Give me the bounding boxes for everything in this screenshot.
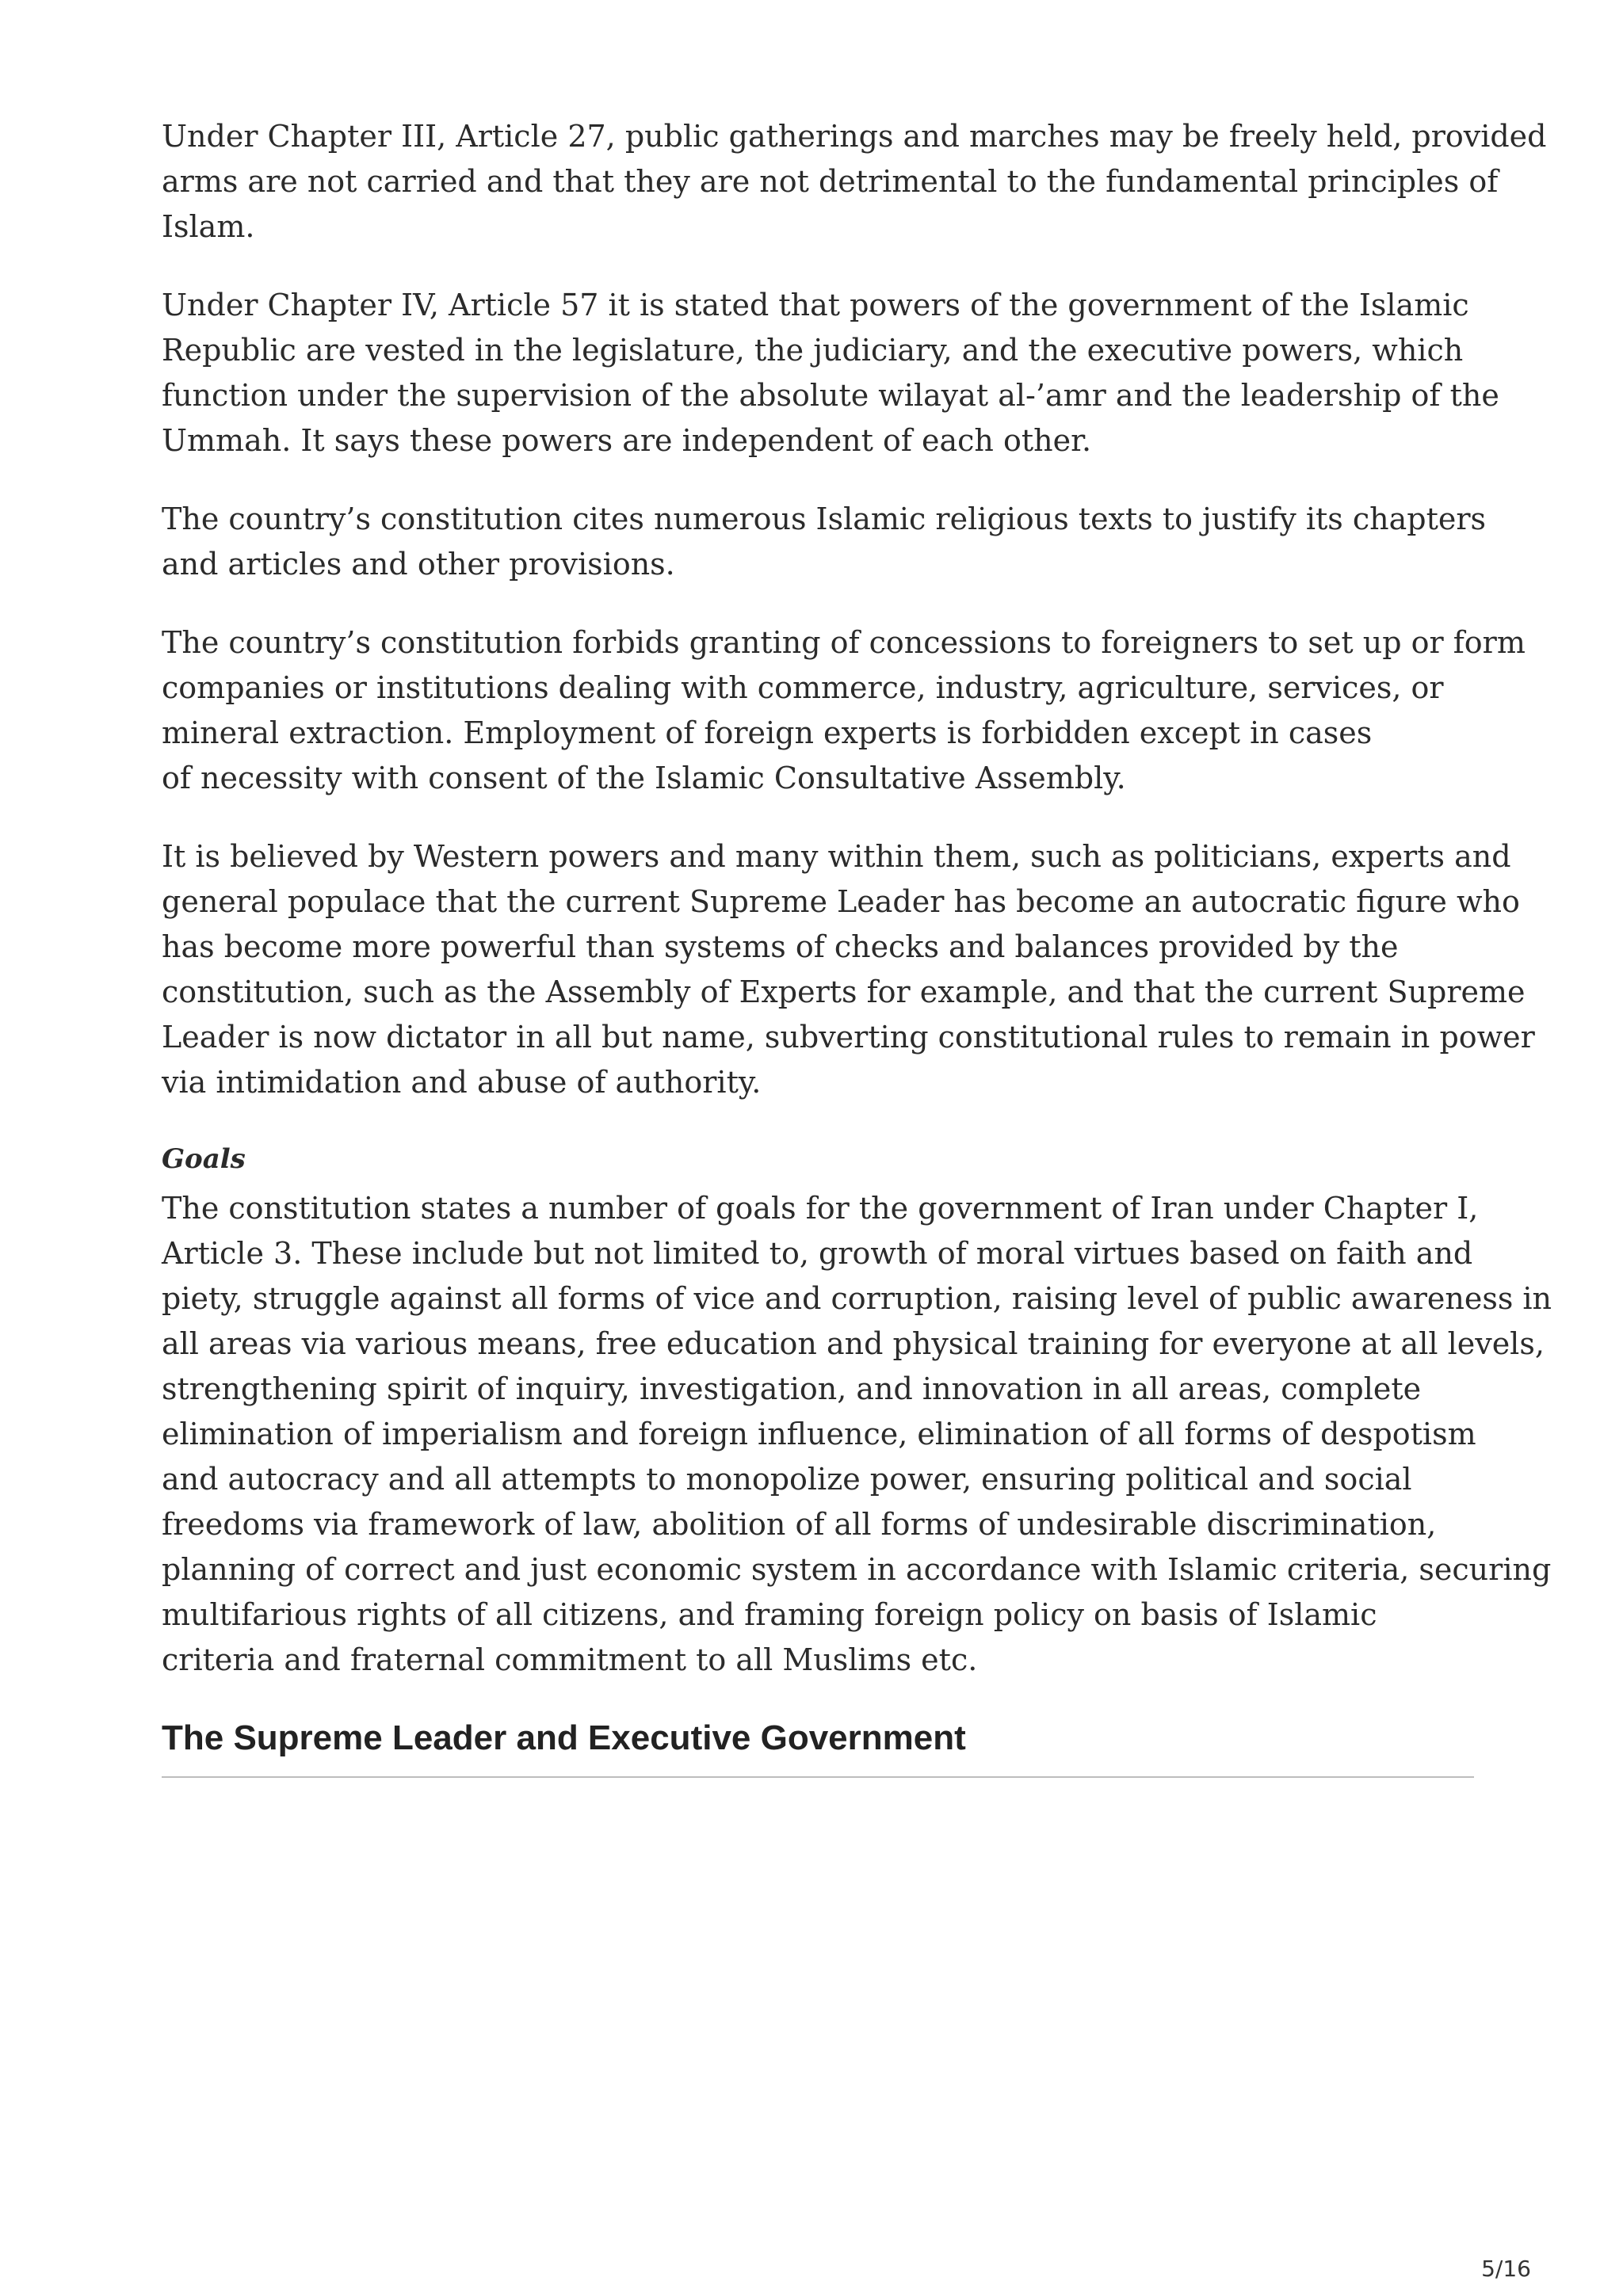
paragraph-foreign-concessions: [162, 620, 1526, 801]
text-line: companies or institutions dealing with commerce, industry, agriculture, services, or: [162, 670, 1444, 705]
text-line: The constitution states a number of goals for the government of Iran under Chapter I,: [162, 1191, 1479, 1226]
paragraph-goals: [162, 1186, 1552, 1683]
text-line: function under the supervision of the absolute wilayat al-’amr and the leadership of the: [162, 378, 1499, 413]
text-line: and articles and other provisions.: [162, 547, 675, 582]
paragraph-supreme-leader-criticism: [162, 834, 1535, 1105]
text-line: Republic are vested in the legislature, the judiciary, and the executive powers, which: [162, 333, 1464, 368]
paragraph-religious-texts: [162, 497, 1487, 587]
paragraph-article-57: [162, 283, 1499, 463]
text-line: Ummah. It says these powers are independent of each other.: [162, 423, 1092, 458]
text-line: all areas via various means, free education and physical training for everyone at all levels,: [162, 1326, 1545, 1361]
text-line: via intimidation and abuse of authority.: [162, 1065, 762, 1100]
text-line: constitution, such as the Assembly of Experts for example, and that the current Supreme: [162, 974, 1526, 1009]
text-line: of necessity with consent of the Islamic Consultative Assembly.: [162, 761, 1126, 795]
text-line: It is believed by Western powers and many within them, such as politicians, experts and: [162, 839, 1511, 874]
page-number: 5/16: [1481, 2256, 1531, 2282]
text-line: multifarious rights of all citizens, and framing foreign policy on basis of Islamic: [162, 1597, 1377, 1632]
text-line: The country’s constitution cites numerous Islamic religious texts to justify its chapters: [162, 502, 1487, 536]
text-line: planning of correct and just economic system in accordance with Islamic criteria, securing: [162, 1552, 1552, 1587]
article-body: [162, 114, 1552, 1778]
goals-heading: Goals: [162, 1143, 246, 1175]
text-line: piety, struggle against all forms of vice and corruption, raising level of public awareness in: [162, 1281, 1552, 1316]
text-line: Islam.: [162, 209, 255, 244]
section-heading: The Supreme Leader and Executive Government: [162, 1718, 966, 1757]
section-heading-block: [162, 1716, 1474, 1778]
text-line: mineral extraction. Employment of foreign experts is forbidden except in cases: [162, 715, 1373, 750]
text-line: arms are not carried and that they are not detrimental to the fundamental principles of: [162, 164, 1499, 199]
text-line: strengthening spirit of inquiry, investigation, and innovation in all areas, complete: [162, 1371, 1422, 1406]
text-line: Under Chapter IV, Article 57 it is stated that powers of the government of the Islamic: [162, 288, 1469, 322]
text-line: Under Chapter III, Article 27, public gatherings and marches may be freely held, provided: [162, 119, 1547, 154]
text-line: has become more powerful than systems of checks and balances provided by the: [162, 929, 1399, 964]
text-line: freedoms via framework of law, abolition of all forms of undesirable discrimination,: [162, 1507, 1437, 1542]
text-line: Article 3. These include but not limited to, growth of moral virtues based on faith and: [162, 1236, 1473, 1271]
text-line: The country’s constitution forbids granting of concessions to foreigners to set up or form: [162, 625, 1526, 660]
text-line: Leader is now dictator in all but name, subverting constitutional rules to remain in power: [162, 1020, 1535, 1055]
text-line: general populace that the current Supreme Leader has become an autocratic figure who: [162, 884, 1520, 919]
text-line: and autocracy and all attempts to monopolize power, ensuring political and social: [162, 1462, 1412, 1497]
text-line: elimination of imperialism and foreign influence, elimination of all forms of despotism: [162, 1417, 1476, 1451]
paragraph-article-27: [162, 114, 1547, 250]
text-line: criteria and fraternal commitment to all Muslims etc.: [162, 1642, 978, 1677]
